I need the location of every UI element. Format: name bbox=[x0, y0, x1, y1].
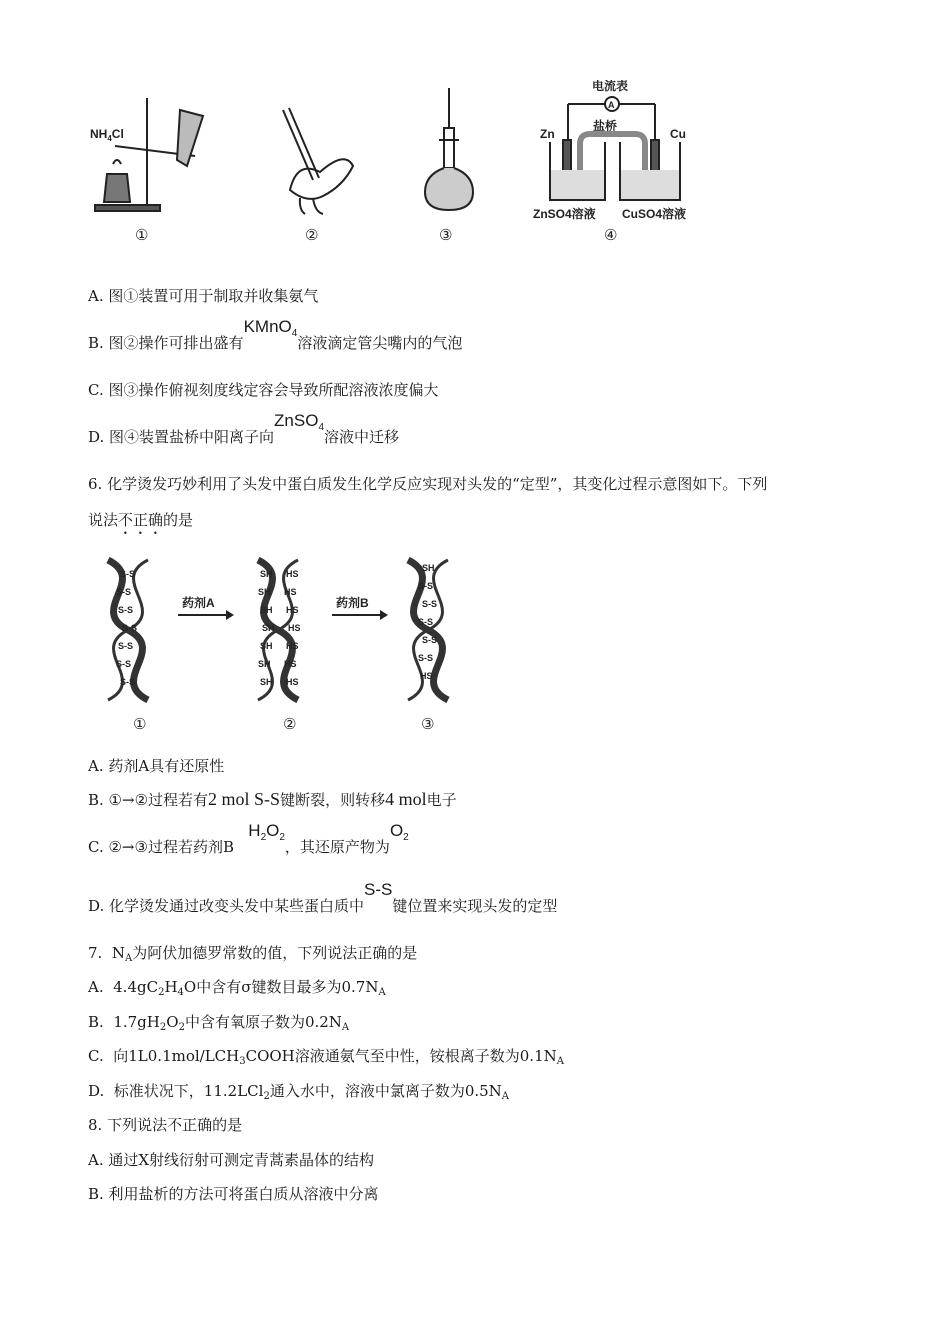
bond-label: HS bbox=[420, 671, 433, 681]
q6-option-d-text-1: D. 化学烫发通过改变头发中某些蛋白质中 bbox=[88, 897, 365, 915]
q6-option-d-chem: S-S bbox=[364, 880, 393, 899]
q5-option-b-text-2: 溶液滴定管尖嘴内的气泡 bbox=[297, 334, 463, 352]
bond-label: S-S bbox=[418, 581, 434, 591]
helix-3 bbox=[408, 560, 448, 700]
fig-label-1: ① bbox=[135, 226, 149, 244]
q7-option-b: B. $1.7gH_2O_2$中含有氧原子数为$0.2N_A$ bbox=[88, 1013, 350, 1033]
q8-stem: 8. 下列说法不正确的是 bbox=[88, 1116, 243, 1134]
q6-option-b-text-3: 电子 bbox=[426, 791, 457, 809]
q6-fig-label-1: ① bbox=[133, 715, 147, 733]
helix-1 bbox=[108, 560, 148, 700]
fig3-volumetric-flask bbox=[425, 88, 473, 210]
q5-figure-row bbox=[85, 80, 725, 250]
bond-label: SH bbox=[422, 563, 435, 573]
q5-option-c: C. 图③操作俯视刻度线定容会导致所配溶液浓度偏大 bbox=[88, 381, 439, 399]
agent-b-label: 药剂B bbox=[336, 596, 369, 610]
bond-label: S-S bbox=[422, 599, 438, 609]
q8-option-b: B. 利用盐析的方法可将蛋白质从溶液中分离 bbox=[88, 1185, 379, 1203]
q6-fig-label-3: ③ bbox=[421, 715, 435, 733]
bond-label: S-S bbox=[418, 653, 434, 663]
fig-label-3: ③ bbox=[439, 226, 453, 244]
q6-option-c bbox=[88, 821, 409, 864]
q6-stem-emphasis: 不正确 bbox=[118, 511, 164, 529]
fig4-cu-label: Cu bbox=[670, 127, 686, 141]
bond-label: HS bbox=[286, 569, 299, 579]
q8-option-a: A. 通过X射线衍射可测定青蒿素晶体的结构 bbox=[88, 1151, 375, 1169]
bond-label: HS bbox=[286, 605, 299, 615]
q5-option-a: A. 图①装置可用于制取并收集氨气 bbox=[88, 287, 319, 305]
q6-fig-label-2: ② bbox=[283, 715, 297, 733]
fig4-galvanic-cell bbox=[533, 80, 686, 221]
fig2-burette-hand bbox=[283, 108, 353, 214]
q6-option-c-chem: $H_2O_2$ bbox=[248, 821, 285, 843]
fig4-right-solution: CuSO4溶液 bbox=[622, 207, 687, 221]
q6-option-c-chem2: $O_2$ bbox=[389, 821, 409, 843]
bond-label: S-S bbox=[120, 677, 136, 687]
bond-label: SH bbox=[262, 623, 275, 633]
fig1-nh4cl-label: $NH_4Cl$ bbox=[90, 127, 124, 143]
q6-option-a: A. 药剂A具有还原性 bbox=[88, 757, 225, 775]
q5-option-b bbox=[88, 317, 463, 360]
fig-label-4: ④ bbox=[604, 226, 618, 244]
q7-option-d: D. 标准状况下，11.2LCl$_2$通入水中，溶液中氯离子数为$0.5N_A$ bbox=[88, 1082, 510, 1102]
bond-label: SH bbox=[260, 641, 273, 651]
bond-label: SH bbox=[260, 569, 273, 579]
bond-label: S-S bbox=[120, 569, 136, 579]
fig4-ammeter-label: 电流表 bbox=[592, 80, 629, 93]
bond-label: SH bbox=[258, 587, 271, 597]
q6-stem-text: 说法 bbox=[88, 511, 119, 529]
q7-option-c: C. 向$1L0.1mol/LCH_3COOH$溶液通氨气至中性，铵根离子数为$0.1N_A$ bbox=[88, 1047, 564, 1067]
q5-option-d-chem: ZnSO$_4$ bbox=[274, 411, 324, 433]
bond-label: S-S bbox=[116, 659, 132, 669]
arrow-agent-a bbox=[178, 595, 234, 620]
fig4-left-solution: ZnSO4溶液 bbox=[533, 207, 596, 221]
bond-label: SH bbox=[260, 605, 273, 615]
q5-option-b-text-1: B. 图②操作可排出盛有 bbox=[88, 334, 244, 352]
q6-option-b-text-2: 键断裂，则转移 bbox=[280, 791, 386, 809]
q6-option-c-text-1: C. ②→③过程若药剂B bbox=[88, 838, 234, 856]
bond-label: SH bbox=[260, 677, 273, 687]
q5-option-d bbox=[88, 411, 400, 454]
q5-apparatus-drawings bbox=[85, 80, 725, 250]
q6-option-c-text-2: ，其还原产物为 bbox=[284, 838, 390, 856]
q6-option-d bbox=[88, 880, 558, 916]
bond-label: S-S bbox=[418, 617, 434, 627]
q6-stem-line2 bbox=[88, 510, 193, 538]
q6-option-b-num: 2 mol S-S bbox=[208, 789, 281, 809]
q7-stem: 7. $N_A$为阿伏加德罗常数的值，下列说法正确的是 bbox=[88, 944, 418, 964]
bond-label: S-S bbox=[122, 623, 138, 633]
agent-a-label: 药剂A bbox=[182, 596, 215, 610]
fig4-zn-label: Zn bbox=[540, 127, 555, 141]
bond-label: HS bbox=[288, 623, 301, 633]
bond-label: SH bbox=[258, 659, 271, 669]
q5-option-b-chem: KMnO$_4$ bbox=[243, 317, 298, 339]
q6-stem-line1: 6. 化学烫发巧妙利用了头发中蛋白质发生化学反应实现对头发的“定型”，其变化过程示意图如下。下列 bbox=[88, 475, 768, 493]
bond-label: S-S bbox=[118, 641, 134, 651]
q6-figure bbox=[88, 545, 488, 735]
bond-label: HS bbox=[284, 659, 297, 669]
q6-option-d-text-2: 键位置来实现头发的定型 bbox=[392, 897, 558, 915]
bond-label: S-S bbox=[118, 605, 134, 615]
fig-label-2: ② bbox=[305, 226, 319, 244]
fig4-ammeter-symbol: A bbox=[608, 100, 615, 110]
q6-option-b-text-1: B. ①→②过程若有 bbox=[88, 791, 209, 809]
q6-hair-helix-diagram bbox=[88, 545, 488, 735]
q6-stem-text-end: 的是 bbox=[163, 511, 194, 529]
helix-2 bbox=[258, 560, 301, 700]
bond-label: HS bbox=[286, 677, 299, 687]
q6-option-b-num2: 4 mol bbox=[385, 789, 427, 809]
q7-option-a: A. $4.4gC_2H_4O$中含有σ键数目最多为$0.7N_A$ bbox=[88, 978, 386, 998]
q5-option-d-text-2: 溶液中迁移 bbox=[324, 428, 400, 446]
bond-label: HS bbox=[284, 587, 297, 597]
q5-option-d-text-1: D. 图④装置盐桥中阳离子向 bbox=[88, 428, 275, 446]
bond-label: S-S bbox=[116, 587, 132, 597]
arrow-agent-b bbox=[332, 595, 388, 620]
fig1-heating-apparatus bbox=[90, 98, 203, 211]
q6-option-b bbox=[88, 789, 457, 810]
fig4-bridge-label: 盐桥 bbox=[593, 119, 618, 133]
bond-label: S-S bbox=[422, 635, 438, 645]
bond-label: HS bbox=[286, 641, 299, 651]
